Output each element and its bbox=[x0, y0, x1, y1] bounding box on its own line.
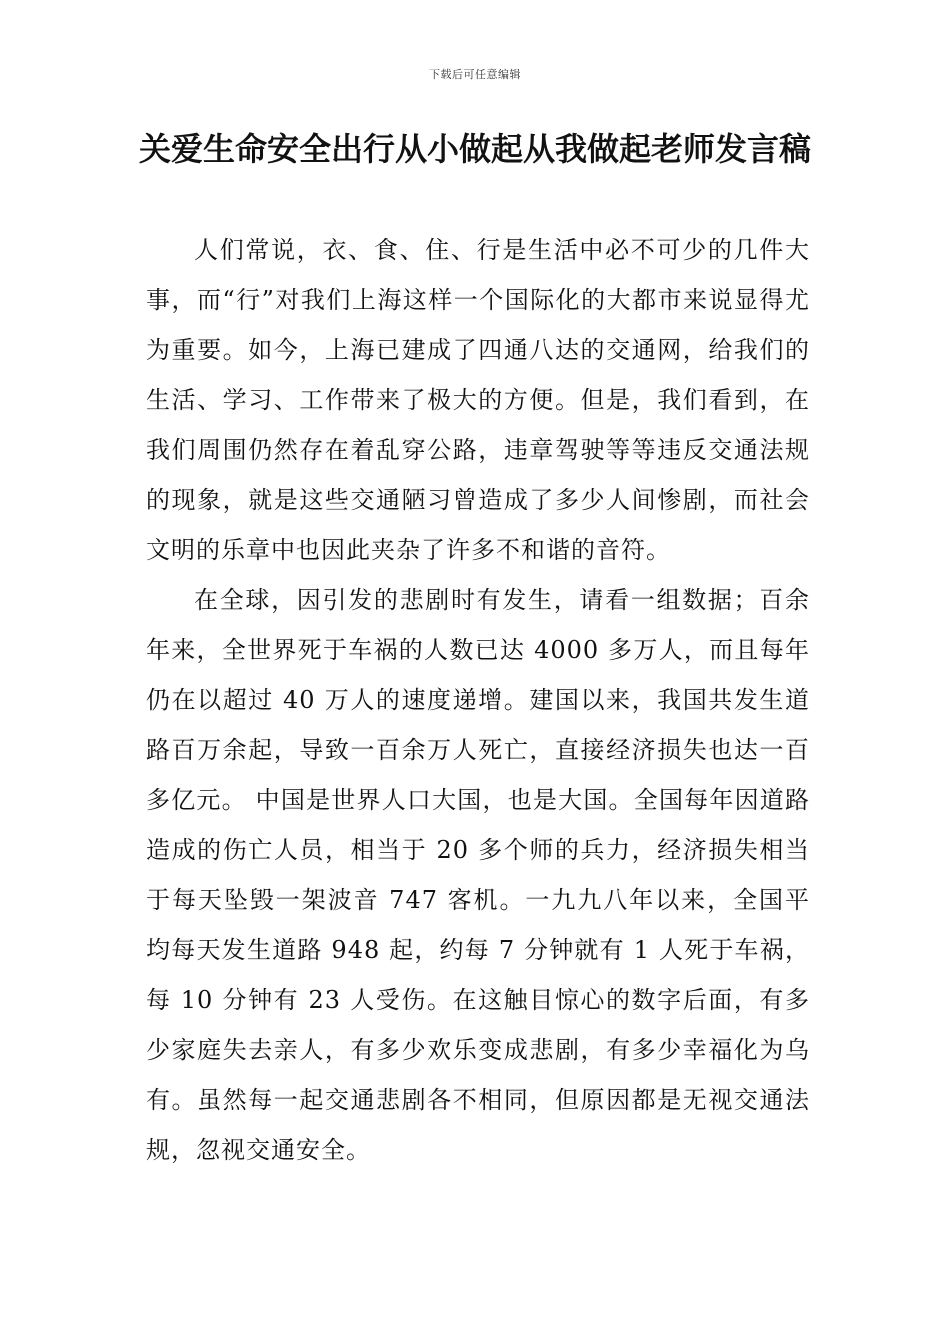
paragraph-2: 在全球，因引发的悲剧时有发生，请看一组数据；百余年来，全世界死于车祸的人数已达 4000 多万人，而且每年仍在以超过 40 万人的速度递增。建国以来，我国共发生道路百万余起，导致一百余万人死亡，直接经济损失也达一百多亿元。 中国是世界人口大国，也是大国。全国每年因道路造成的伤亡人员，相当于 20 多个师的兵力，经济损失相当于每天坠毁一架波音 747 客机。一九九八年以来，全国平均每天发生道路 948 起，约每 7 分钟就有 1 人死于车祸，每 10 分钟有 23 人受伤。在这触目惊心的数字后面，有多少家庭失去亲人，有多少欢乐变成悲剧，有多少幸福化为乌有。虽然每一起交通悲剧各不相同，但原因都是无视交通法规，忽视交通安全。 bbox=[146, 586, 810, 1164]
header-note: 下载后可任意编辑 bbox=[429, 68, 521, 81]
paragraph-1: 人们常说，衣、食、住、行是生活中必不可少的几件大事，而“行”对我们上海这样一个国际化的大都市来说显得尤为重要。如今，上海已建成了四通八达的交通网，给我们的生活、学习、工作带来了极大的方便。但是，我们看到，在我们周围仍然存在着乱穿公路，违章驾驶等等违反交通法规的现象，就是这些交通陋习曾造成了多少人间惨剧，而社会文明的乐章中也因此夹杂了许多不和谐的音符。 bbox=[146, 236, 810, 564]
document-title: 关爱生命安全出行从小做起从我做起老师发言稿 bbox=[138, 130, 811, 168]
document-body bbox=[146, 225, 810, 1175]
